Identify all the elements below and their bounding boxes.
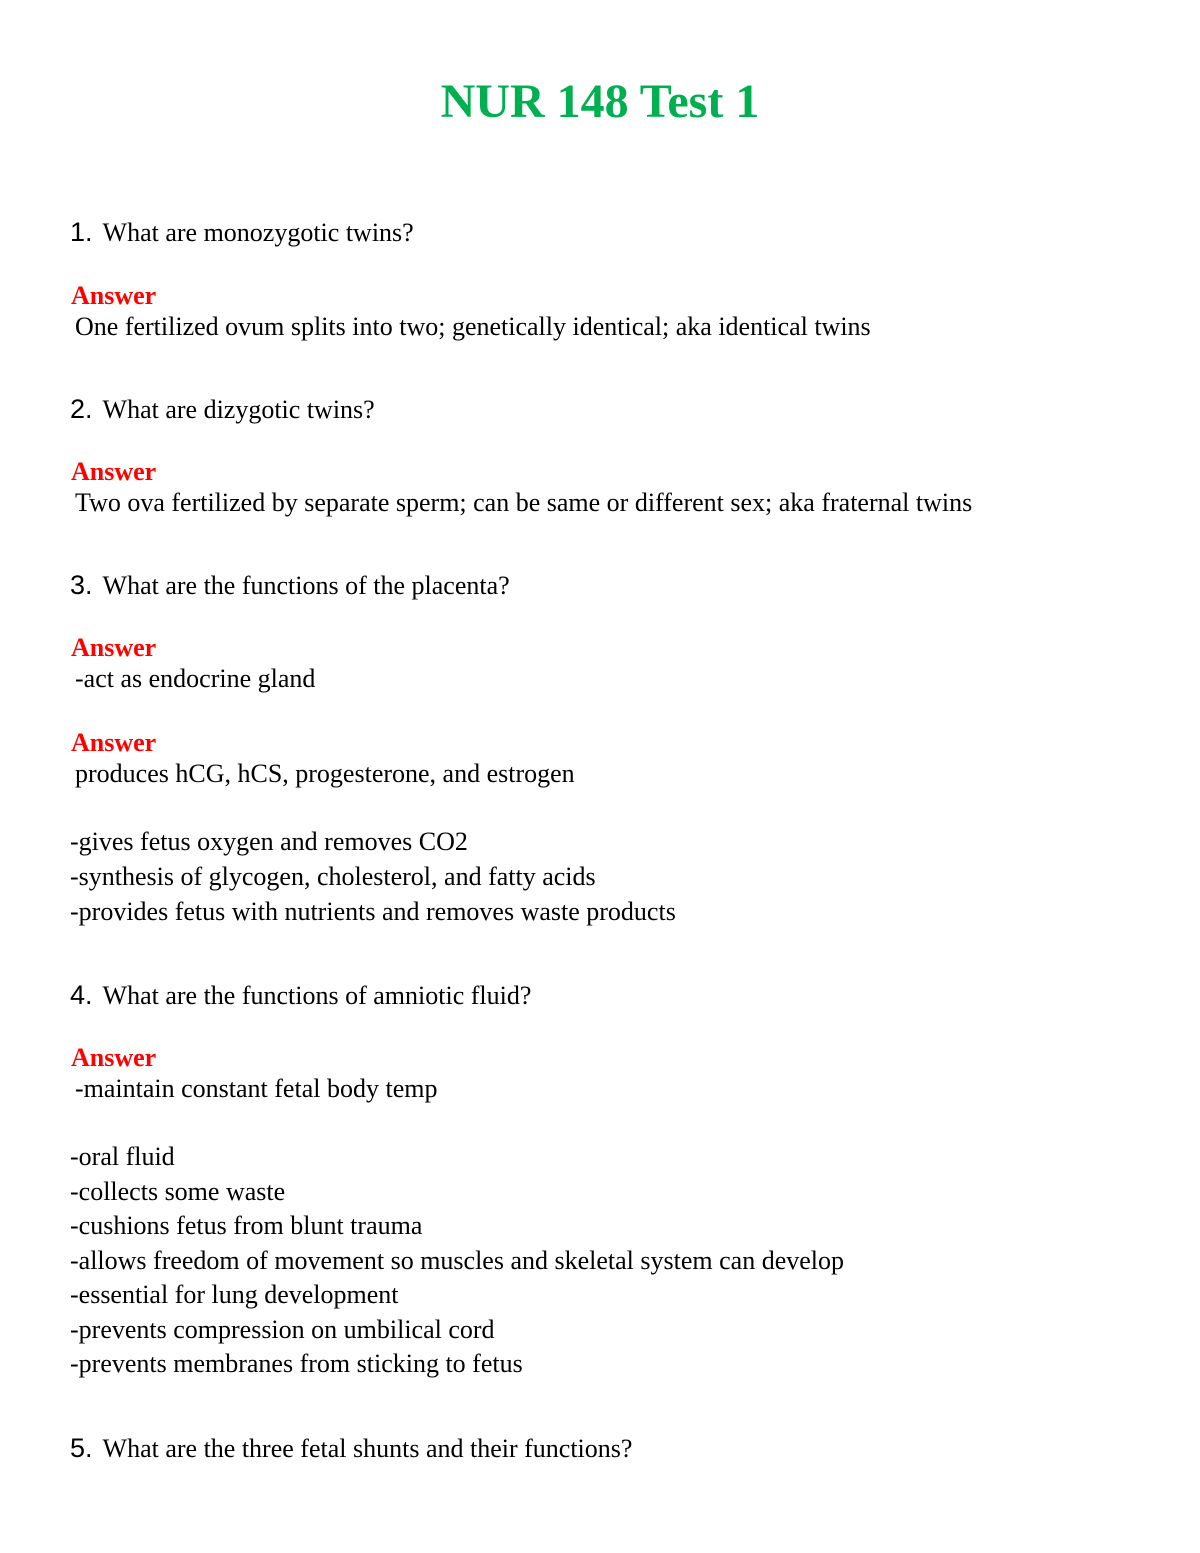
answer-text: -maintain constant fetal body temp (75, 1074, 438, 1103)
list-item: -synthesis of glycogen, cholesterol, and fatty acids (70, 862, 596, 891)
question-5 (70, 1430, 632, 1467)
question-number: 2. (70, 394, 93, 424)
answer-label: Answer (71, 633, 157, 662)
question-number: 4. (70, 980, 93, 1010)
list-item: -collects some waste (70, 1177, 286, 1206)
answer-label: Answer (71, 281, 157, 310)
question-number: 1. (70, 217, 93, 247)
question-text: What are dizygotic twins? (102, 395, 375, 424)
answer-label: Answer (71, 728, 157, 757)
question-1 (70, 214, 414, 251)
question-number: 5. (70, 1433, 93, 1463)
list-item: -cushions fetus from blunt trauma (70, 1211, 423, 1240)
question-text: What are the functions of the placenta? (102, 571, 510, 600)
question-text: What are the three fetal shunts and their functions? (102, 1434, 633, 1463)
question-text: What are the functions of amniotic fluid? (102, 981, 532, 1010)
list-item: -prevents membranes from sticking to fetus (70, 1349, 523, 1378)
list-item: -provides fetus with nutrients and removes waste products (70, 897, 676, 926)
question-4 (70, 977, 531, 1014)
question-3 (70, 567, 510, 604)
answer-text: Two ova fertilized by separate sperm; can be same or different sex; aka fraternal twins (75, 488, 973, 517)
list-item: -essential for lung development (70, 1280, 399, 1309)
question-text: What are monozygotic twins? (102, 218, 414, 247)
document-title: NUR 148 Test 1 (440, 75, 760, 128)
answer-label: Answer (71, 1043, 157, 1072)
list-item: -allows freedom of movement so muscles and skeletal system can develop (70, 1246, 845, 1275)
question-number: 3. (70, 570, 93, 600)
question-2 (70, 391, 375, 428)
answer-text: produces hCG, hCS, progesterone, and estrogen (75, 759, 575, 788)
list-item: -gives fetus oxygen and removes CO2 (70, 827, 468, 856)
answer-text: One fertilized ovum splits into two; genetically identical; aka identical twins (75, 312, 871, 341)
list-item: -prevents compression on umbilical cord (70, 1315, 495, 1344)
answer-label: Answer (71, 457, 157, 486)
list-item: -oral fluid (70, 1142, 175, 1171)
answer-text: -act as endocrine gland (75, 664, 316, 693)
